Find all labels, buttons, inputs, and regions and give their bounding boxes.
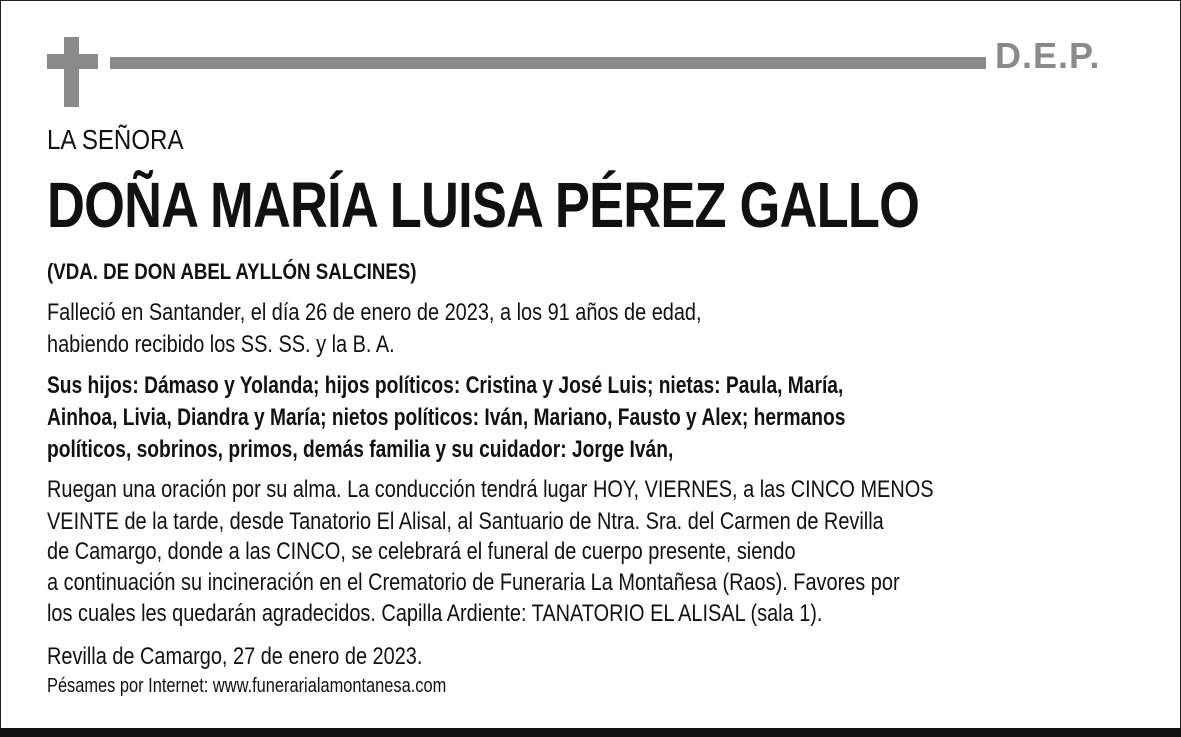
ceremony-line: VEINTE de la tarde, desde Tanatorio El Alisal, al Santuario de Ntra. Sra. del Carmen de Revilla — [47, 508, 884, 535]
widow-of: (VDA. DE DON ABEL AYLLÓN SALCINES) — [47, 259, 417, 284]
death-notice-line: Falleció en Santander, el día 26 de enero de 2023, a los 91 años de edad, — [47, 299, 702, 326]
ceremony-line: Ruegan una oración por su alma. La conducción tendrá lugar HOY, VIERNES, a las CINCO MENOS — [47, 476, 934, 503]
family-line: Ainhoa, Livia, Diandra y María; nietos políticos: Iván, Mariano, Fausto y Alex; hermanos — [47, 404, 846, 431]
header-rule — [110, 57, 986, 69]
place-date: Revilla de Camargo, 27 de enero de 2023. — [47, 643, 423, 670]
dep-label: D.E.P. — [995, 35, 1101, 76]
cross-icon-vertical — [64, 37, 79, 107]
cross-icon-horizontal — [47, 54, 98, 69]
ceremony-line: a continuación su incineración en el Crematorio de Funeraria La Montañesa (Raos). Favores por — [47, 569, 900, 596]
family-line: Sus hijos: Dámaso y Yolanda; hijos políticos: Cristina y José Luis; nietas: Paula, María, — [47, 372, 844, 399]
condolences-info: Pésames por Internet: www.funerarialamontanesa.com — [47, 675, 447, 697]
ceremony-line: los cuales les quedarán agradecidos. Capilla Ardiente: TANATORIO EL ALISAL (sala 1). — [47, 600, 823, 627]
honorific: LA SEÑORA — [47, 124, 184, 155]
death-notice-line: habiendo recibido los SS. SS. y la B. A. — [47, 331, 395, 358]
ceremony-line: de Camargo, donde a las CINCO, se celebrará el funeral de cuerpo presente, siendo — [47, 538, 796, 565]
bottom-border — [0, 728, 1181, 737]
family-line: políticos, sobrinos, primos, demás familia y su cuidador: Jorge Iván, — [47, 436, 674, 463]
deceased-name: DOÑA MARÍA LUISA PÉREZ GALLO — [47, 169, 920, 241]
